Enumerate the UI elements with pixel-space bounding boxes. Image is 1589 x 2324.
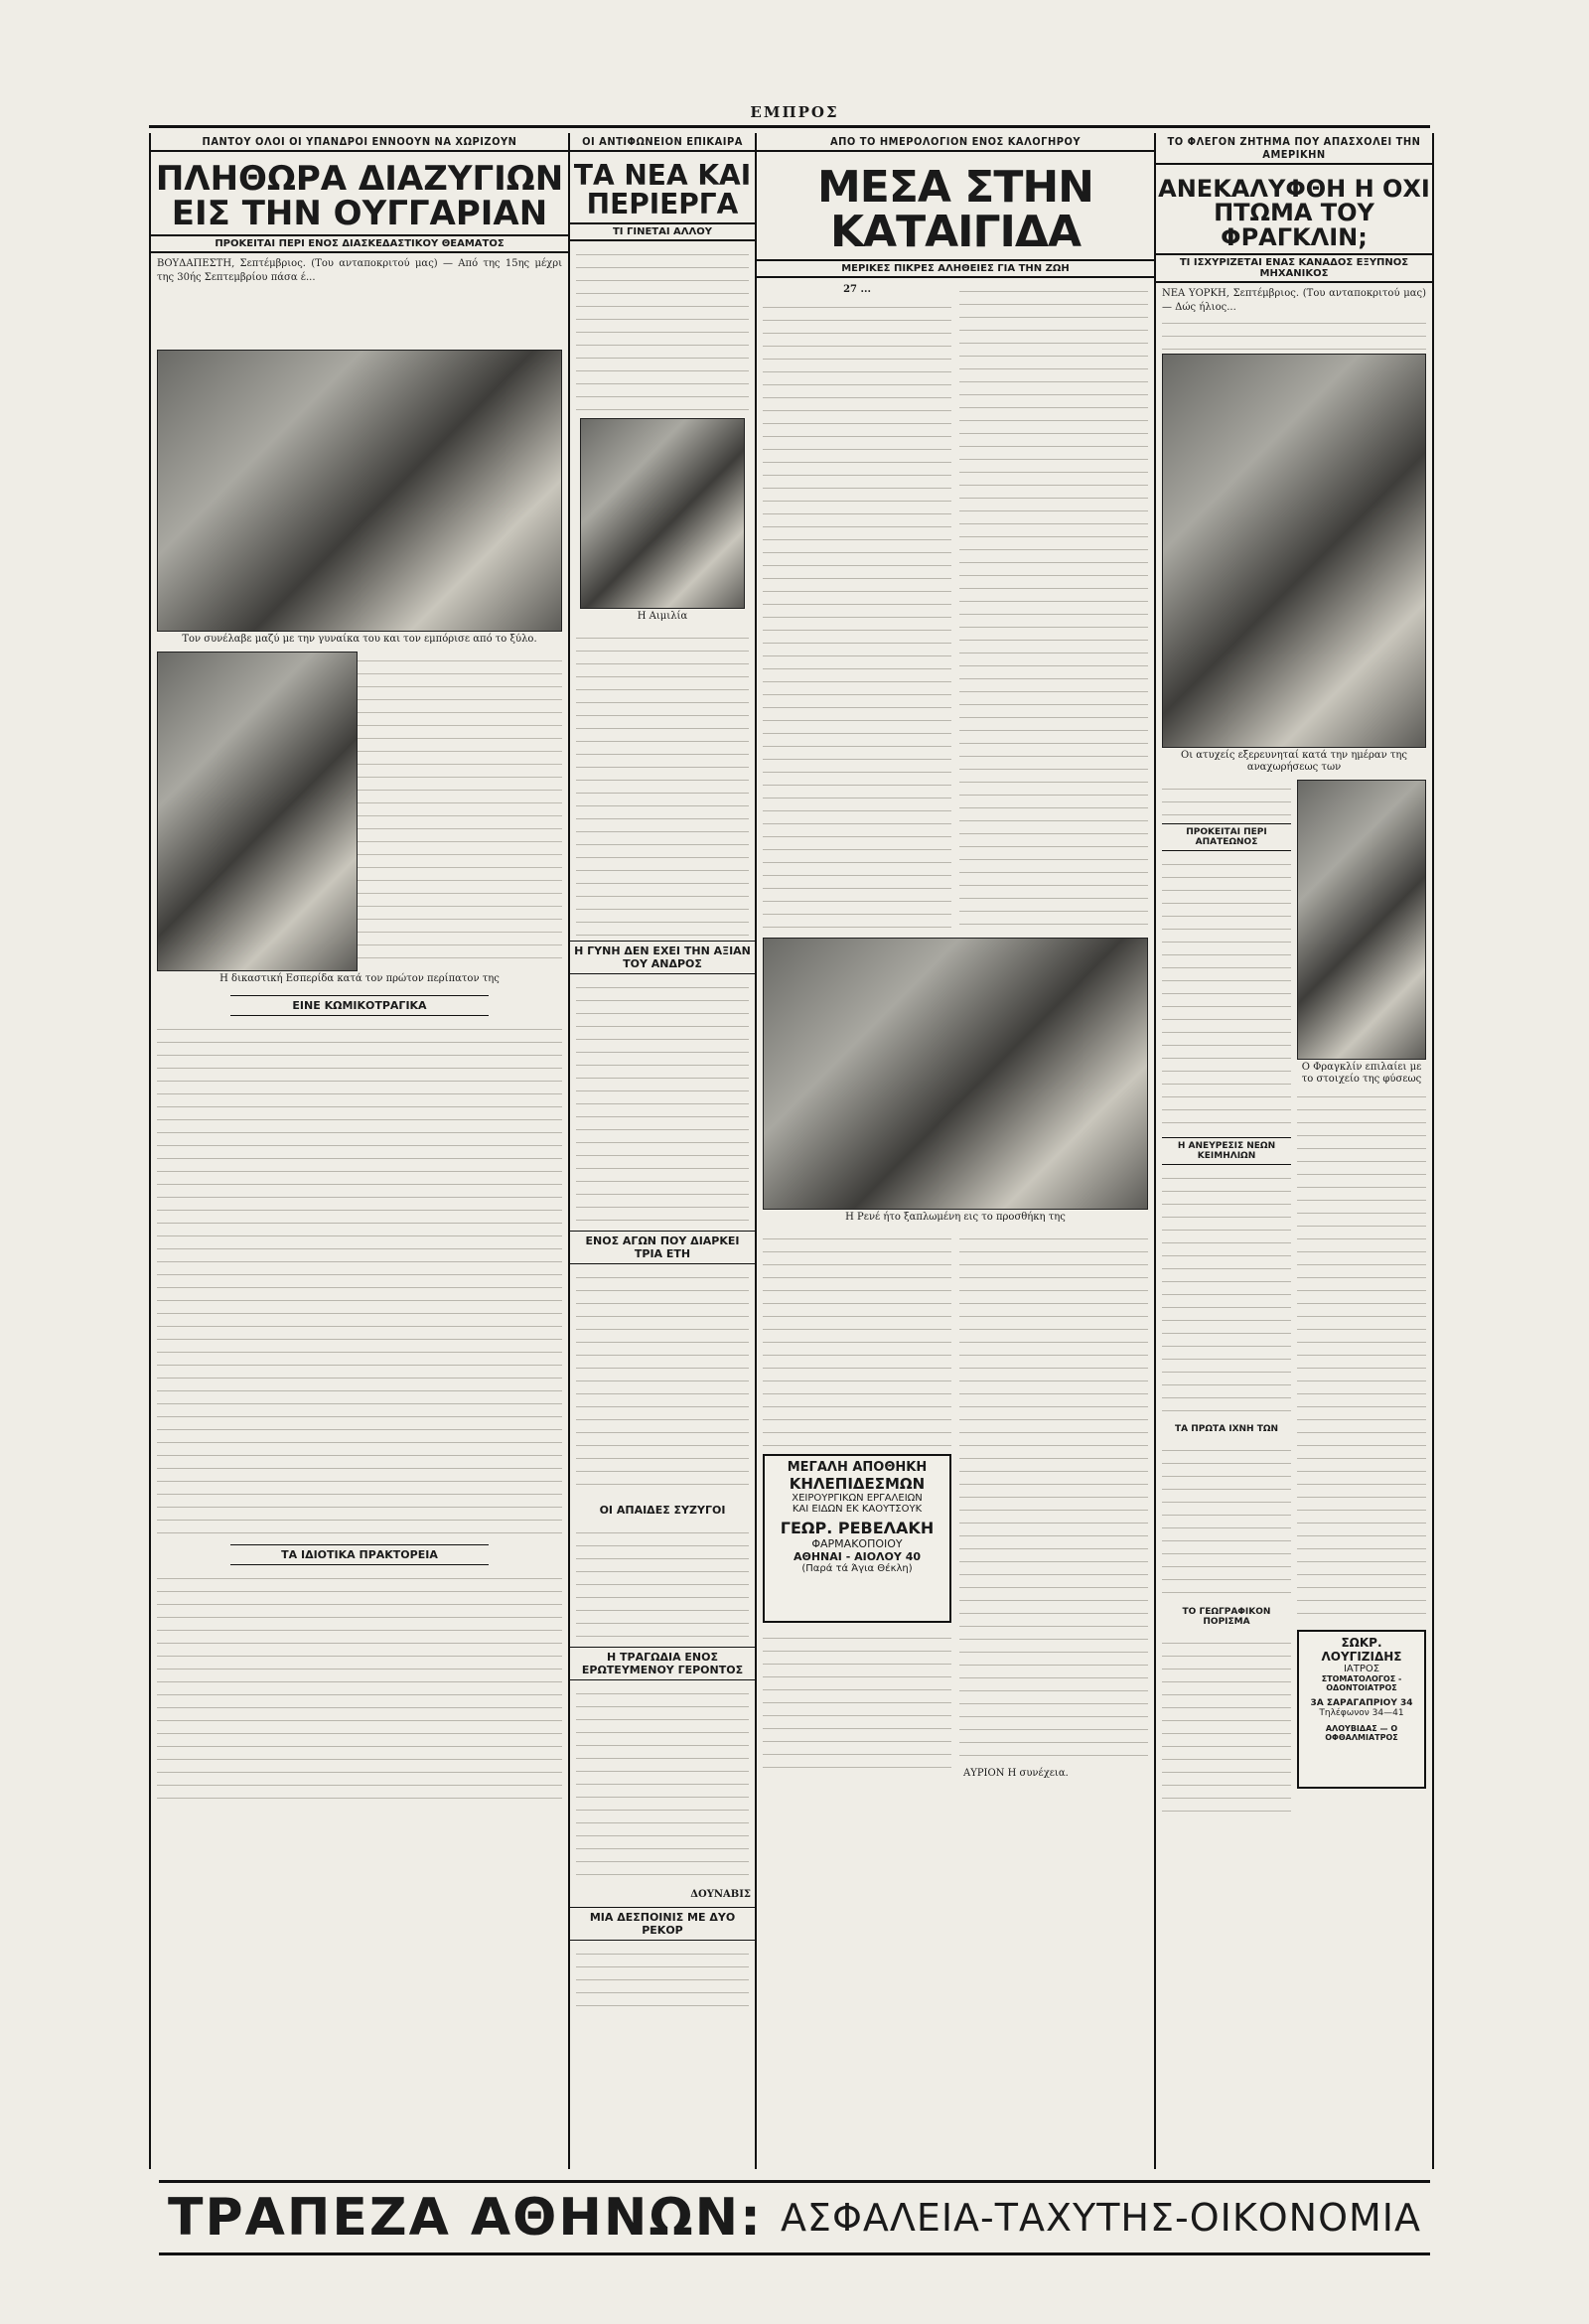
text-filler xyxy=(763,1629,951,1778)
pharmacy-advertisement xyxy=(763,1454,951,1623)
kicker: ΤΟ ΦΛΕΓΟΝ ΖΗΤΗΜΑ ΠΟΥ ΑΠΑΣΧΟΛΕΙ ΤΗΝ ΑΜΕΡΙΚΗΝ xyxy=(1156,133,1432,165)
ad-line: ΦΑΡΜΑΚΟΠΟΙΟΥ xyxy=(811,1536,903,1550)
section-heading: ΜΙΑ ΔΕΣΠΟΙΝΙΣ ΜΕ ΔΥΟ ΡΕΚΟΡ xyxy=(570,1907,755,1941)
article-body xyxy=(151,253,568,345)
section-heading: Η ΓΥΝΗ ΔΕΝ ΕΧΕΙ ΤΗΝ ΑΞΙΑΝ ΤΟΥ ΑΝΔΡΟΣ xyxy=(570,941,755,974)
text-filler xyxy=(358,652,562,969)
section-heading: ΕΝΟΣ ΑΓΩΝ ΠΟΥ ΔΙΑΡΚΕΙ ΤΡΙΑ ΕΤΗ xyxy=(570,1231,755,1264)
section-heading: ΟΙ ΑΠΑΙΔΕΣ ΣΥΖΥΓΟΙ xyxy=(599,1504,726,1518)
photo-caption: Ο Φραγκλίν επιλαίει με το στοιχείο της φύσεως xyxy=(1301,1061,1422,1085)
ad-extra: ΑΛΟΥΒΙΔΑΣ — Ο ΟΦΘΑΛΜΙΑΤΡΟΣ xyxy=(1325,1723,1398,1742)
kicker: ΟΙ ΑΝΤΙΦΩΝΕΙΟΝ ΕΠΙΚΑΙΡΑ xyxy=(570,133,755,152)
photo-caption: Οι ατυχείς εξερευνηταί κατά την ημέραν της αναχωρήσεως των xyxy=(1181,749,1407,773)
ad-line: ΚΗΛΕΠΙΔΕΣΜΩΝ xyxy=(789,1474,926,1493)
text-filler xyxy=(576,1945,749,2014)
text-filler xyxy=(576,1268,749,1497)
subheadline: ΤΙ ΙΣΧΥΡΙΖΕΤΑΙ ΕΝΑΣ ΚΑΝΑΔΟΣ ΕΞΥΠΝΟΣ ΜΗΧΑΝΙΚΟΣ xyxy=(1156,253,1432,283)
ad-line: ΓΕΩΡ. ΡΕΒΕΛΑΚΗ xyxy=(780,1518,935,1537)
newspaper-masthead: ΕΜΠΡΟΣ xyxy=(750,103,839,121)
photo-caption: Η δικαστική Εσπερίδα κατά τον πρώτον περίπατον της xyxy=(219,972,500,984)
headline: ΑΝΕΚΑΛΥΦΘΗ Η ΟΧΙ xyxy=(1158,175,1430,203)
text-filler xyxy=(1297,1088,1426,1624)
ad-title: ΙΑΤΡΟΣ xyxy=(1343,1663,1380,1674)
text-filler xyxy=(576,245,749,414)
headline: ΠΛΗΘΩΡΑ ΔΙΑΖΥΓΙΩΝ xyxy=(155,159,564,199)
section-heading: ΠΡΟΚΕΙΤΑΙ ΠΕΡΙ ΑΠΑΤΕΩΝΟΣ xyxy=(1162,823,1291,851)
kicker: ΑΠΟ ΤΟ ΗΜΕΡΟΛΟΓΙΟΝ ΕΝΟΣ ΚΑΛΟΓΗΡΟΥ xyxy=(757,133,1154,152)
text-filler xyxy=(576,1524,749,1643)
text-filler xyxy=(1162,1634,1291,1822)
ad-line: ΚΑΙ ΕΙΔΩΝ ΕΚ ΚΑΟΥΤΣΟΥΚ xyxy=(792,1503,923,1515)
date-marker: 27 ... xyxy=(843,283,871,295)
photo-caption: Η Αιμιλία xyxy=(637,611,688,623)
signature: ΔΟΥΝΑΒΙΣ xyxy=(690,1889,751,1901)
section-heading: ΕΙΝΕ ΚΩΜΙΚΟΤΡΑΓΙΚΑ xyxy=(230,995,489,1016)
photo-woman xyxy=(157,652,358,971)
top-rule xyxy=(149,125,1430,128)
text-filler xyxy=(763,298,951,934)
headline: ΠΤΩΜΑ ΤΟΥ ΦΡΑΓΚΛΙΝ; xyxy=(1214,199,1374,251)
photo-franklin xyxy=(1297,780,1426,1060)
column-franklin xyxy=(1154,133,1434,2169)
section-heading: Η ΑΝΕΥΡΕΣΙΣ ΝΕΩΝ ΚΕΙΜΗΛΙΩΝ xyxy=(1162,1137,1291,1165)
text-filler xyxy=(1162,780,1291,819)
ad-phone: Τηλέφωνον 34—41 xyxy=(1319,1707,1404,1718)
text-filler xyxy=(959,1230,1148,1766)
bank-name: ΤΡΑΠΕΖΑ ΑΘΗΝΩΝ: xyxy=(168,2188,763,2248)
photo-emilia xyxy=(580,418,745,609)
photo-explorers xyxy=(1162,354,1426,748)
ad-line: ΧΕΙΡΟΥΡΓΙΚΩΝ ΕΡΓΑΛΕΙΩΝ xyxy=(792,1492,923,1504)
text-filler xyxy=(157,1020,562,1536)
bank-slogan: ΑΣΦΑΛΕΙΑ-ΤΑΧΥΤΗΣ-ΟΙΚΟΝΟΜΙΑ xyxy=(780,2196,1421,2240)
headline: ΠΕΡΙΕΡΓΑ xyxy=(586,187,739,220)
text-filler xyxy=(576,978,749,1227)
column-storm xyxy=(755,133,1154,2169)
subheadline: ΠΡΟΚΕΙΤΑΙ ΠΕΡΙ ΕΝΟΣ ΔΙΑΣΚΕΔΑΣΤΙΚΟΥ ΘΕΑΜΑΤΟΣ xyxy=(151,234,568,253)
headline: ΜΕΣΑ ΣΤΗΝ ΚΑΤΑΙΓΙΔΑ xyxy=(817,162,1093,257)
text-filler xyxy=(157,284,562,346)
ad-specialty: ΣΤΟΜΑΤΟΛΟΓΟΣ - ΟΔΟΝΤΟΙΑΤΡΟΣ xyxy=(1321,1673,1402,1692)
text-filler xyxy=(959,282,1148,930)
text-filler xyxy=(1162,314,1426,350)
photo-caption: Τον συνέλαβε μαζύ με την γυναίκα του και τον εμπόρισε από το ξύλο. xyxy=(182,633,537,645)
headline: ΕΙΣ ΤΗΝ ΟΥΓΓΑΡΙΑΝ xyxy=(171,193,548,233)
section-heading: ΤΑ ΙΔΙΟΤΙΚΑ ΠΡΑΚΤΟΡΕΙΑ xyxy=(230,1544,489,1565)
ad-line: ΑΘΗΝΑΙ - ΑΙΟΛΟΥ 40 xyxy=(793,1549,922,1563)
text-filler xyxy=(763,1230,951,1448)
headline: ΤΑ ΝΕΑ ΚΑΙ xyxy=(573,159,752,192)
text-filler xyxy=(1162,855,1291,1133)
text-filler xyxy=(576,1684,749,1883)
section-heading: ΤΑ ΠΡΩΤΑ ΙΧΝΗ ΤΩΝ xyxy=(1174,1423,1279,1434)
section-heading: ΤΟ ΓΕΩΓΡΑΦΙΚΟΝ ΠΟΡΙΣΜΑ xyxy=(1182,1606,1271,1627)
text-filler xyxy=(1162,1169,1291,1417)
photo-caption: Η Ρενέ ήτο ξαπλωμένη εις το προσθήκη της xyxy=(845,1211,1066,1223)
bank-advertisement-banner xyxy=(159,2180,1430,2255)
ad-line: ΜΕΓΑΛΗ ΑΠΟΘΗΚΗ xyxy=(787,1459,928,1475)
column-divorces xyxy=(149,133,568,2169)
photo-couple xyxy=(157,350,562,632)
doctor-advertisement xyxy=(1297,1630,1426,1789)
ad-line: (Παρά τά Άγια Θέκλη) xyxy=(801,1562,913,1574)
subheadline: ΜΕΡΙΚΕΣ ΠΙΚΡΕΣ ΑΛΗΘΕΙΕΣ ΓΙΑ ΤΗΝ ΖΩΗ xyxy=(757,259,1154,278)
section-heading: Η ΤΡΑΓΩΔΙΑ ΕΝΟΣ ΕΡΩΤΕΥΜΕΝΟΥ ΓΕΡΟΝΤΟΣ xyxy=(570,1647,755,1680)
ad-name: ΣΩΚΡ. ΛΟΥΓΙΖΙΔΗΣ xyxy=(1321,1635,1402,1664)
photo-rene xyxy=(763,938,1148,1210)
text-filler xyxy=(157,1569,562,1803)
text-filler xyxy=(576,629,749,937)
body-lead: ΝΕΑ ΥΟΡΚΗ, Σεπτέμβριος. (Του ανταποκριτού μας) — Δώς ήλιος... xyxy=(1162,288,1426,313)
kicker: ΠΑΝΤΟΥ ΟΛΟΙ ΟΙ ΥΠΑΝΔΡΟΙ ΕΝΝΟΟΥΝ ΝΑ ΧΩΡΙΖΟΥΝ xyxy=(151,133,568,152)
body-lead: ΒΟΥΔΑΠΕΣΤΗ, Σεπτέμβριος. (Του ανταποκριτού μας) — Από της 15ης μέχρι της 30ής Σεπτεμβρίου πάσα έ... xyxy=(157,258,562,283)
article-body xyxy=(1156,283,1432,349)
subheadline: ΤΙ ΓΙΝΕΤΑΙ ΑΛΛΟΥ xyxy=(570,222,755,241)
continuation-note: ΑΥΡΙΟΝ Η συνέχεια. xyxy=(963,1767,1069,1779)
ad-address: 3Α ΣΑΡΑΓΑΠΡΙΟΥ 34 xyxy=(1310,1697,1413,1708)
column-news xyxy=(568,133,755,2169)
text-filler xyxy=(1162,1441,1291,1600)
